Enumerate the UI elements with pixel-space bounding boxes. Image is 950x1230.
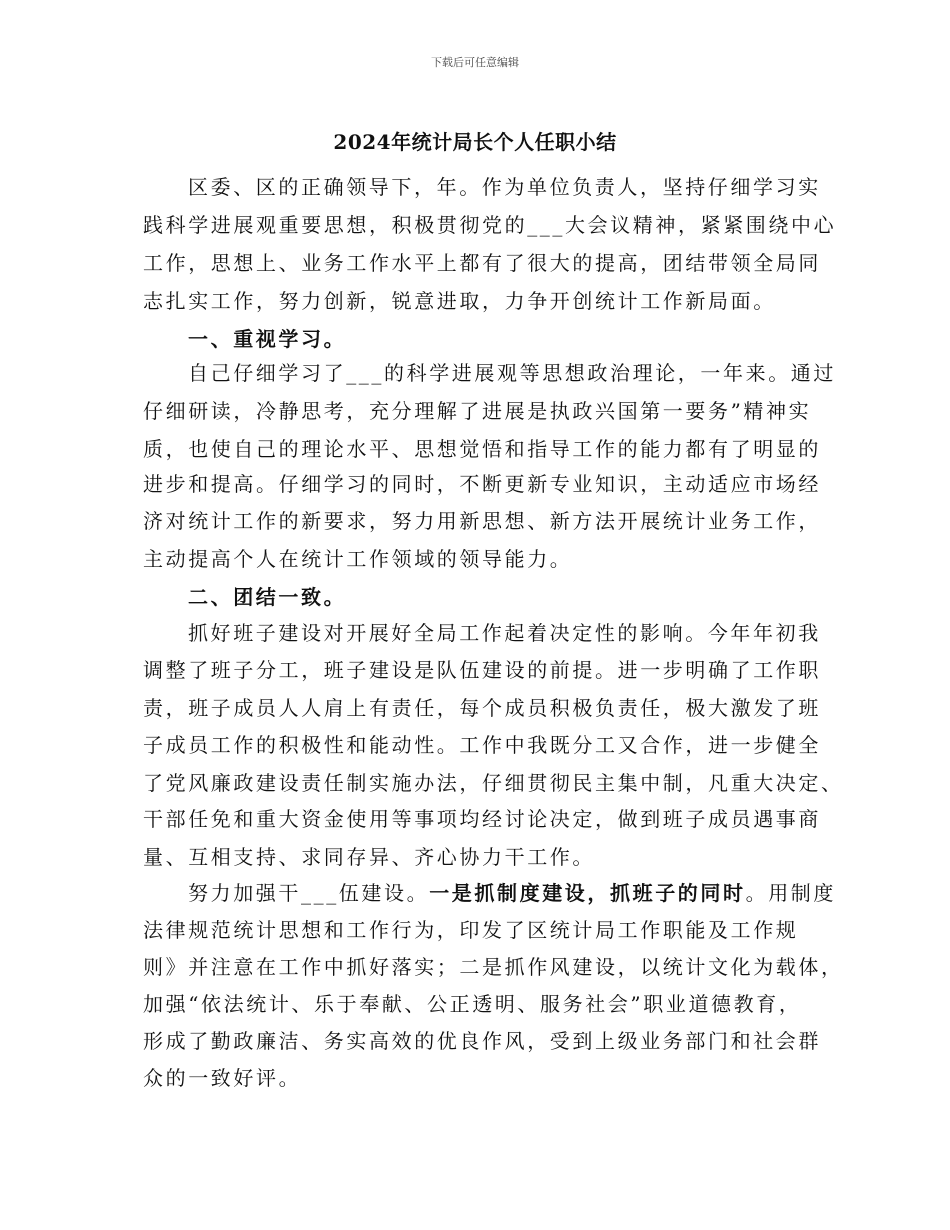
header-note: 下载后可任意编辑 xyxy=(431,56,519,69)
paragraph-line: 仔细研读，冷静思考，充分理解了进展是执政兴国第一要务”精神实 xyxy=(143,399,812,423)
paragraph-line: 形成了勤政廉洁、务实高效的优良作风，受到上级业务部门和社会群 xyxy=(143,1029,821,1053)
paragraph-line: 法律规范统计思想和工作行为，印发了区统计局工作职能及工作规 xyxy=(143,918,799,942)
paragraph-line: 抓好班子建设对开展好全局工作起着决定性的影响。今年年初我 xyxy=(188,621,821,645)
paragraph-line-mixed xyxy=(188,874,837,912)
paragraph-line: 责，班子成员人人肩上有责任，每个成员积极负责任，极大激发了班 xyxy=(143,696,821,720)
paragraph-line: 质，也使自己的理论水平、思想觉悟和指导工作的能力都有了明显的 xyxy=(143,437,821,461)
paragraph-line: 了党风廉政建设责任制实施办法，仔细贯彻民主集中制，凡重大决定、 xyxy=(143,771,844,795)
paragraph-line: 工作，思想上、业务工作水平上都有了很大的提高，团结带领全局同 xyxy=(143,251,821,275)
document-title: 2024年统计局长个人任职小结 xyxy=(333,130,617,154)
paragraph-line: 调整了班子分工，班子建设是队伍建设的前提。进一步明确了工作职 xyxy=(143,658,821,682)
paragraph-line: 量、互相支持、求同存异、齐心协力干工作。 xyxy=(143,845,595,869)
section-heading: 二、团结一致。 xyxy=(188,585,347,609)
paragraph-line: 践科学进展观重要思想，积极贯彻党的___大会议精神，紧紧围绕中心 xyxy=(143,213,837,237)
text-segment: 努力加强干___伍建设。 xyxy=(188,881,430,905)
paragraph-line: 进步和提高。仔细学习的同时，不断更新专业知识，主动适应市场经 xyxy=(143,472,821,496)
paragraph-line: 子成员工作的积极性和能动性。工作中我既分工又合作，进一步健全 xyxy=(143,733,821,757)
paragraph-line: 自己仔细学习了___的科学进展观等思想政治理论，一年来。通过 xyxy=(188,361,836,385)
paragraph-line: 志扎实工作，努力创新，锐意进取，力争开创统计工作新局面。 xyxy=(143,289,776,313)
paragraph-line: 主动提高个人在统计工作领域的领导能力。 xyxy=(143,547,573,571)
paragraph-line: 济对统计工作的新要求，努力用新思想、新方法开展统计业务工作， xyxy=(143,509,821,533)
bold-text-segment: 一是抓制度建设，抓班子的同时 xyxy=(429,881,746,905)
section-heading: 一、重视学习。 xyxy=(188,327,347,351)
paragraph-line: 则》并注意在工作中抓好落实；二是抓作风建设，以统计文化为载体， xyxy=(143,955,844,979)
paragraph-line: 众的一致好评。 xyxy=(143,1066,302,1090)
text-segment: 。用制度 xyxy=(745,881,837,905)
paragraph-line: 干部任免和重大资金使用等事项均经讨论决定，做到班子成员遇事商 xyxy=(143,807,821,831)
paragraph-line: 区委、区的正确领导下，年。作为单位负责人，坚持仔细学习实 xyxy=(188,175,821,199)
paragraph-line: 加强“依法统计、乐于奉献、公正透明、服务社会”职业道德教育， xyxy=(143,992,802,1016)
